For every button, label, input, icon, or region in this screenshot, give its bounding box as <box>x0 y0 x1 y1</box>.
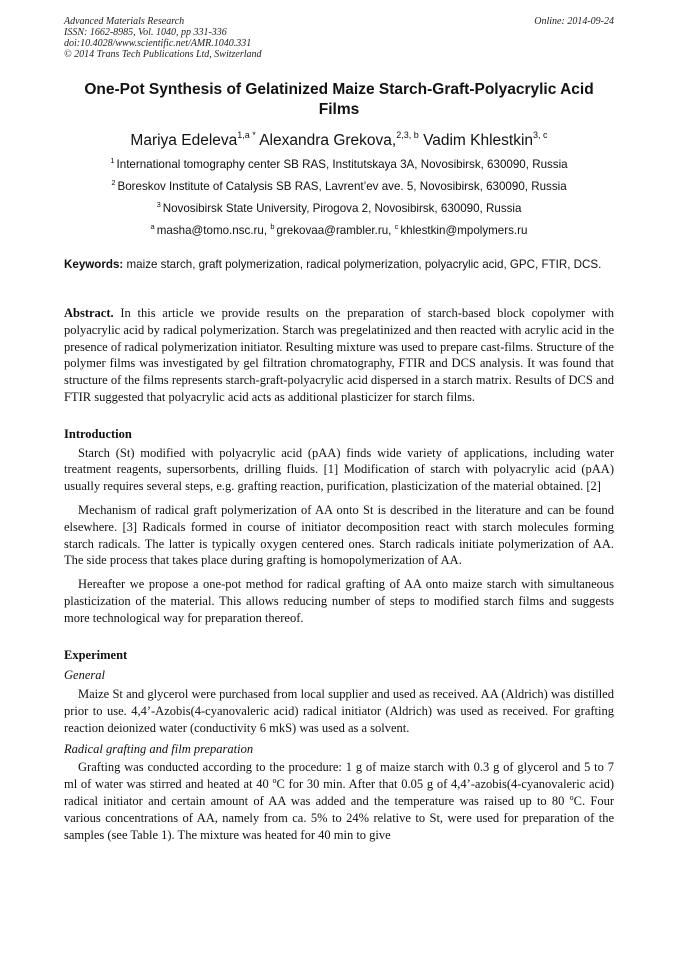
paper-title: One-Pot Synthesis of Gelatinized Maize Starch-Graft-Polyacrylic Acid Films <box>84 81 594 118</box>
paragraph: Starch (St) modified with polyacrylic acid (pAA) finds wide variety of applications, including water treatment reagents, supersorbents, drilling fluids. [1] Modification of starch with polyacrylic acid (pAA) usually requires several steps, e.g. grafting reaction, purification, plasticization of the material obtained. [2] <box>64 445 614 494</box>
email-sup: a <box>150 222 155 231</box>
author-sup: 3, c <box>533 130 548 140</box>
email-link[interactable]: grekovaa@rambler.ru, <box>276 224 392 237</box>
author-list <box>64 131 614 151</box>
degree-sup: o <box>272 776 277 786</box>
journal-header <box>64 16 262 60</box>
journal-issn: ISSN: 1662-8985, Vol. 1040, pp 331-336 <box>64 27 227 38</box>
email-sup: b <box>270 222 275 231</box>
journal-copyright: © 2014 Trans Tech Publications Ltd, Switzerland <box>64 49 262 60</box>
journal-doi: doi:10.4028/www.scientific.net/AMR.1040.331 <box>64 38 252 49</box>
email-link[interactable]: masha@tomo.nsc.ru, <box>156 224 268 237</box>
affiliation <box>64 158 614 172</box>
paragraph: Hereafter we propose a one-pot method for radical grafting of AA onto maize starch with simultaneous plasticization of the material. This allows reducing number of steps to modified starch films and suggests more technological way for preparation thereof. <box>64 577 614 625</box>
author-sup: 1,a * <box>237 130 256 140</box>
subsection-heading: Radical grafting and film preparation <box>64 741 254 756</box>
section-heading: Experiment <box>64 647 128 662</box>
paragraph-text: C for 30 min. After that 0.05 g of 4,4’-azobis(4-cyanovaleric acid) radical initiator and certain amount of AA was added and the temperature was raised up to 80 <box>64 777 614 808</box>
affiliation-text: Novosibirsk State University, Pirogova 2, Novosibirsk, 630090, Russia <box>162 202 522 215</box>
email-link[interactable]: khlestkin@mpolymers.ru <box>400 224 528 237</box>
affiliation-text: Boreskov Institute of Catalysis SB RAS, Lavrent’ev ave. 5, Novosibirsk, 630090, Russia <box>117 180 567 193</box>
abstract-text: In this article we provide results on the preparation of starch-based block copolymer with polyacrylic acid by radical polymerization. Starch was pregelatinized and then reacted with acrylic acid in the presence of radical polymerization initiator. Resulting mixture was used to prepare cast-films. Structure of the polymer films was investigated by gel filtration chromatography, FTIR and DCS analysis. It was found that structure of the films represents starch-graft-polyacrylic acid dispersed in a starch matrix. Results of DCS and FTIR suggested that polyacrylic acid acts as additional plasticizer for starch films. <box>64 306 614 404</box>
abstract <box>64 305 614 406</box>
author-emails <box>64 224 614 238</box>
degree-sup: o <box>569 792 574 802</box>
email-sup: c <box>394 222 399 231</box>
paragraph-text: C. Four various concentrations of AA, namely from ca. 5% to 24% relative to St, were used for preparation of the samples (see Table 1). The mixture was heated for 40 min to give <box>64 793 614 842</box>
abstract-label: Abstract. <box>64 306 114 320</box>
affiliation <box>64 202 614 216</box>
paper-body <box>64 305 614 843</box>
author-name: Mariya Edeleva <box>130 132 238 149</box>
paragraph: Mechanism of radical graft polymerization of AA onto St is described in the literature and can be found elsewhere. [3] Radicals formed in course of initiator decomposition react with starch molecules forming starch radicals. The latter is typically oxygen centered ones. Starch radicals initiate polymerization of AA. The side process that takes place during grafting is homopolymerization of AA. <box>64 502 614 568</box>
paragraph-text: Grafting was conducted according to the procedure: 1 g of maize starch with 0.3 g of glycerol and 5 to 7 ml of water was stirred and heated at 40 <box>64 760 614 792</box>
author-name: Vadim Khlestkin <box>423 132 534 149</box>
affiliation-sup: 2 <box>111 178 116 187</box>
section-heading: Introduction <box>64 426 132 441</box>
paragraph <box>64 759 614 843</box>
affiliation-sup: 1 <box>110 156 115 165</box>
author-sup: 2,3, b <box>396 130 419 140</box>
affiliation <box>64 180 614 194</box>
online-date: Online: 2014-09-24 <box>534 16 614 27</box>
journal-name: Advanced Materials Research <box>64 16 185 27</box>
keywords <box>64 257 614 273</box>
subsection-heading: General <box>64 668 105 683</box>
author-name: Alexandra Grekova, <box>259 132 397 149</box>
paragraph: Maize St and glycerol were purchased from local supplier and used as received. AA (Aldrich) was distilled prior to use. 4,4’-Azobis(4-cyanovaleric acid) radical initiator (Aldrich) was used as received. For grafting reaction deionized water (conductivity 6 mkS) was used as a solvent. <box>64 687 614 735</box>
keywords-label: Keywords: <box>64 258 124 271</box>
keywords-text: maize starch, graft polymerization, radical polymerization, polyacrylic acid, GPC, FTIR, DCS. <box>126 258 602 271</box>
affiliation-text: International tomography center SB RAS, Institutskaya 3A, Novosibirsk, 630090, Russia <box>116 158 568 171</box>
affiliation-sup: 3 <box>156 200 161 209</box>
